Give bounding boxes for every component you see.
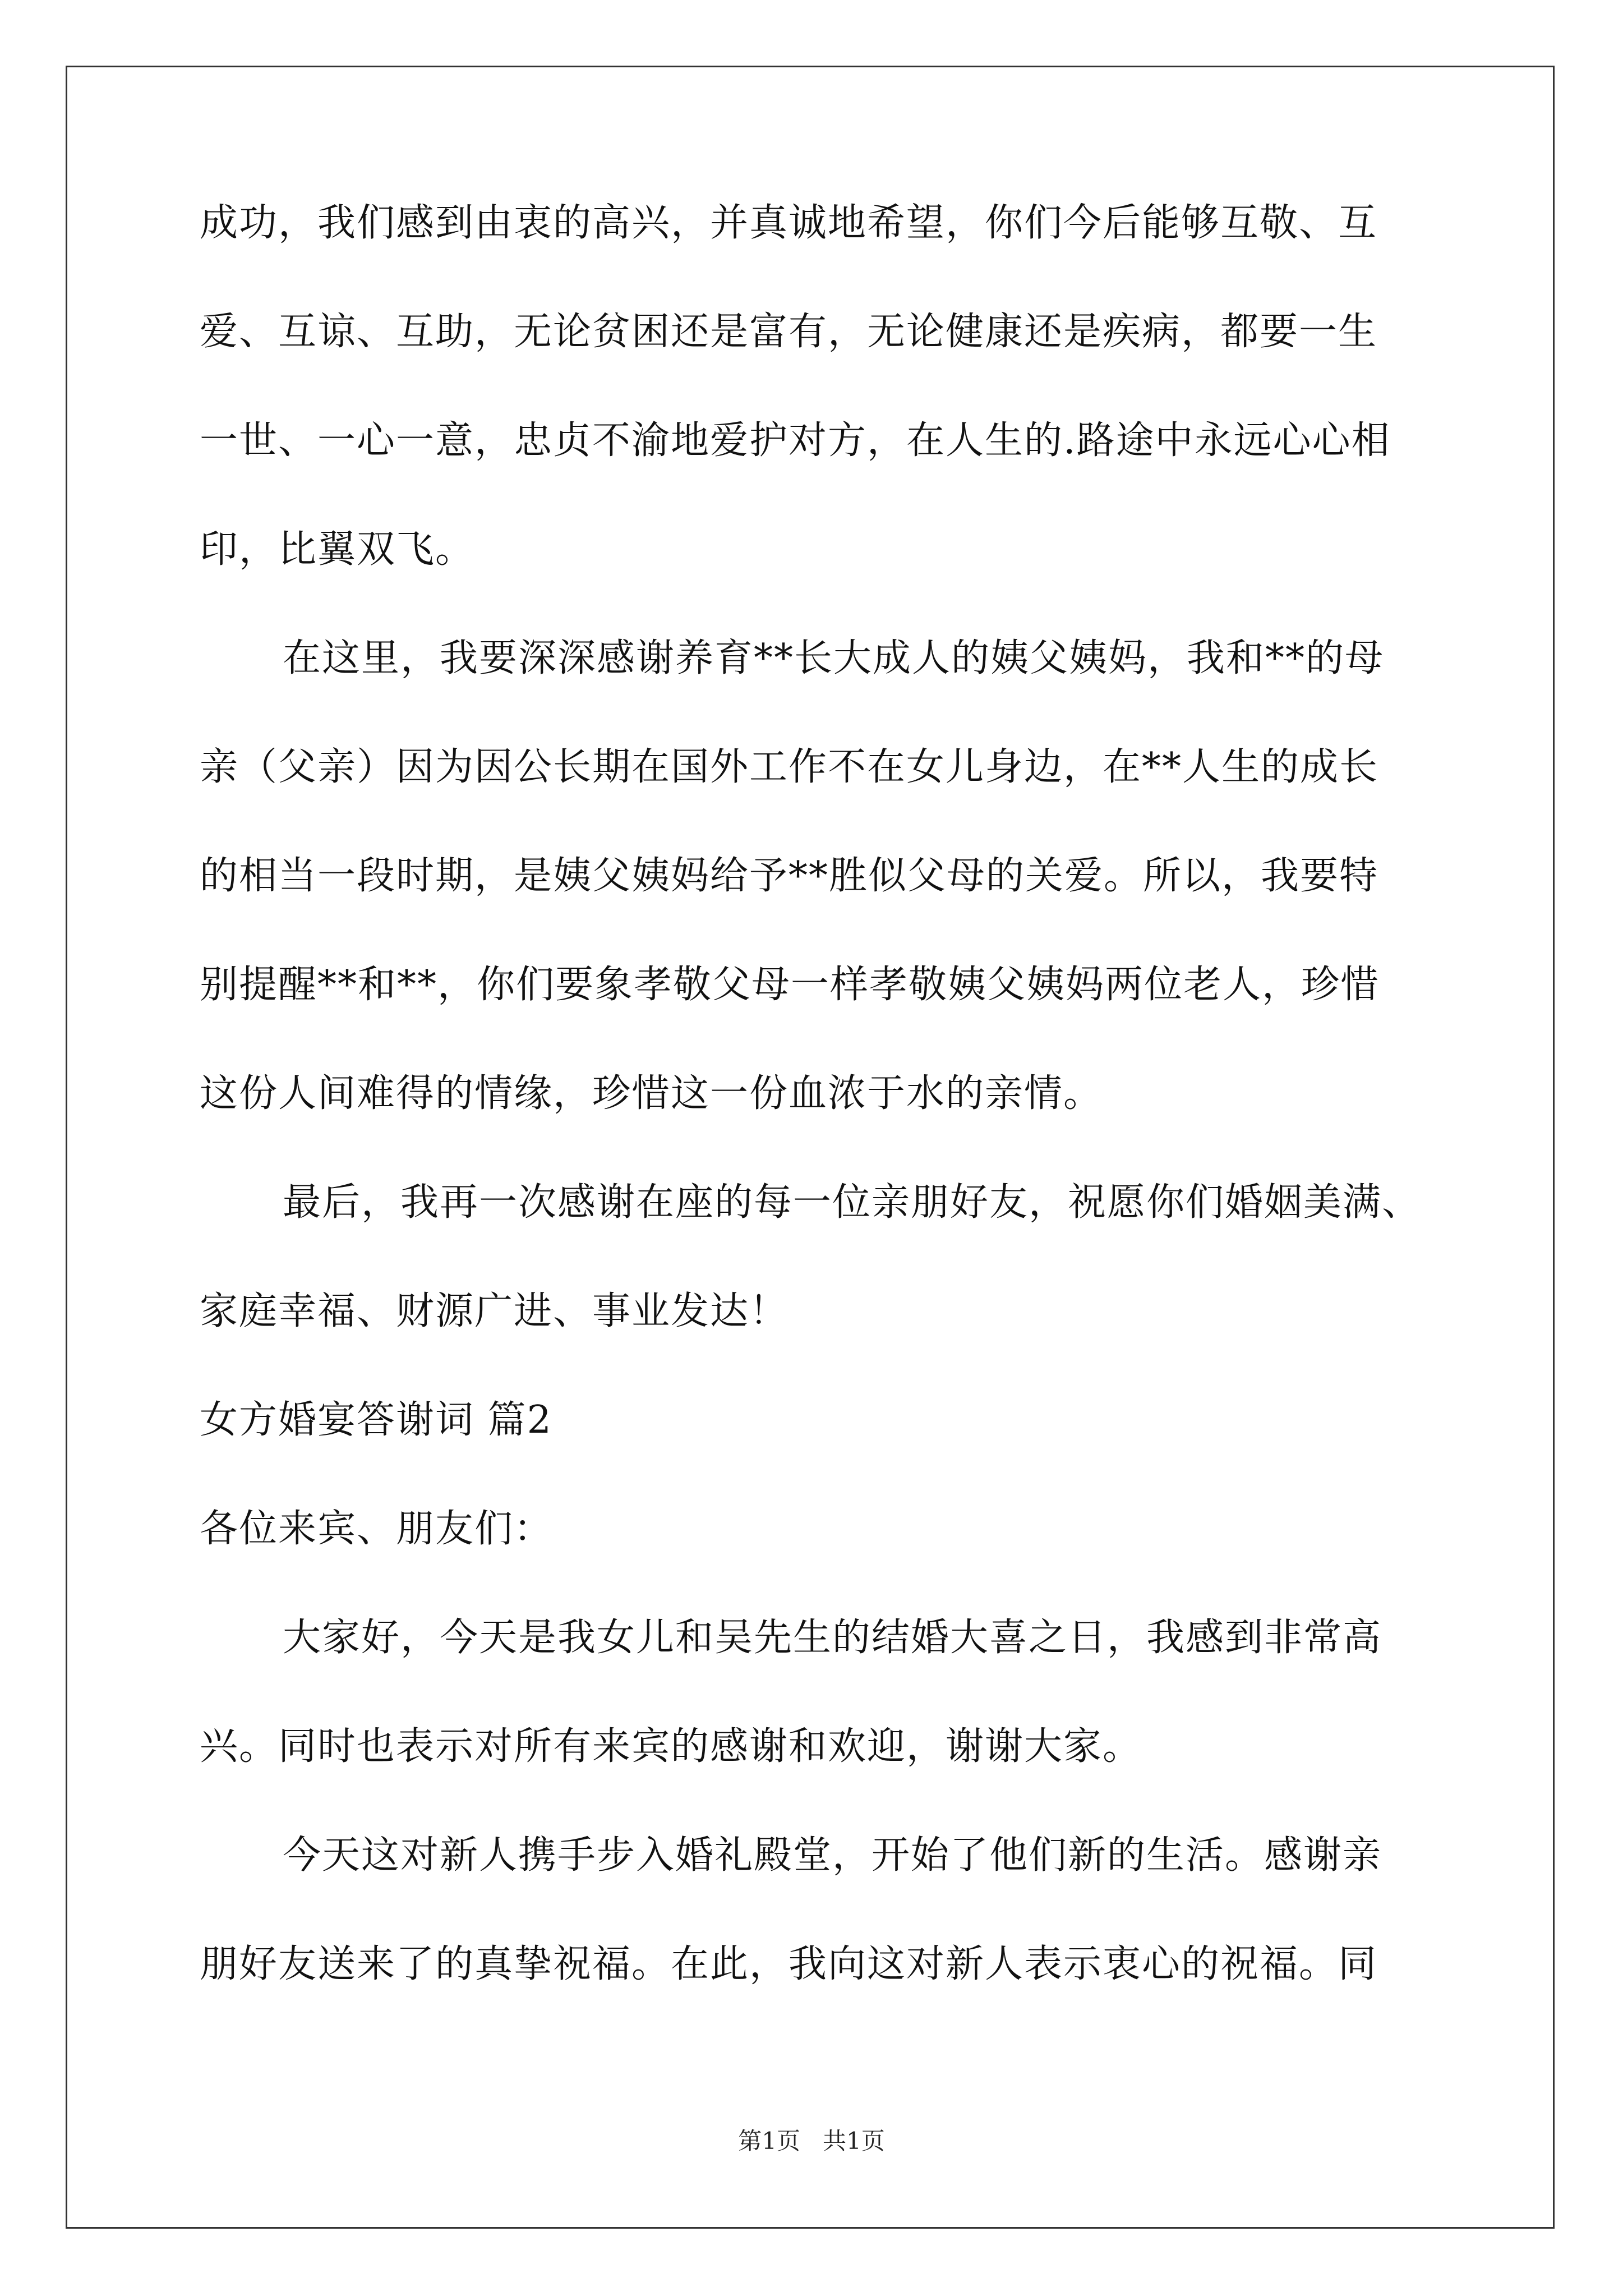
text-line-8: 别提醒**和**，你们要象孝敬父母一样孝敬姨父姨妈两位老人，珍惜 xyxy=(200,963,1380,1007)
text-line-16: 今天这对新人携手步入婚礼殿堂，开始了他们新的生活。感谢亲 xyxy=(283,1833,1382,1878)
text-line-11: 家庭幸福、财源广进、事业发达！ xyxy=(200,1289,789,1333)
text-line-4: 印，比翼双飞。 xyxy=(200,527,475,572)
text-line-3: 一世、一心一意，忠贞不渝地爱护对方，在人生的.路途中永远心心相 xyxy=(200,418,1391,463)
text-line-5: 在这里，我要深深感谢养育**长大成人的姨父姨妈，我和**的母 xyxy=(283,636,1385,680)
text-line-1: 成功，我们感到由衷的高兴，并真诚地希望，你们今后能够互敬、互 xyxy=(200,201,1378,245)
text-line-17: 朋好友送来了的真挚祝福。在此，我向这对新人表示衷心的祝福。同 xyxy=(200,1942,1378,1986)
text-line-6: 亲（父亲）因为因公长期在国外工作不在女儿身边，在**人生的成长 xyxy=(200,745,1379,789)
page-number-footer: 第1页 共1页 xyxy=(738,2127,885,2155)
text-line-2: 爱、互谅、互助，无论贫困还是富有，无论健康还是疾病，都要一生 xyxy=(200,310,1378,354)
document-body xyxy=(200,202,1467,2052)
text-line-9: 这份人间难得的情缘，珍惜这一份血浓于水的亲情。 xyxy=(200,1071,1103,1116)
section-heading: 女方婚宴答谢词 篇2 xyxy=(200,1398,552,1442)
text-line-15: 兴。同时也表示对所有来宾的感谢和欢迎，谢谢大家。 xyxy=(200,1724,1142,1769)
salutation: 各位来宾、朋友们： xyxy=(200,1507,554,1551)
text-line-10: 最后，我再一次感谢在座的每一位亲朋好友，祝愿你们婚姻美满、 xyxy=(283,1180,1422,1225)
text-line-14: 大家好，今天是我女儿和吴先生的结婚大喜之日，我感到非常高 xyxy=(283,1616,1382,1660)
text-line-7: 的相当一段时期，是姨父姨妈给予**胜似父母的关爱。所以，我要特 xyxy=(200,854,1379,898)
